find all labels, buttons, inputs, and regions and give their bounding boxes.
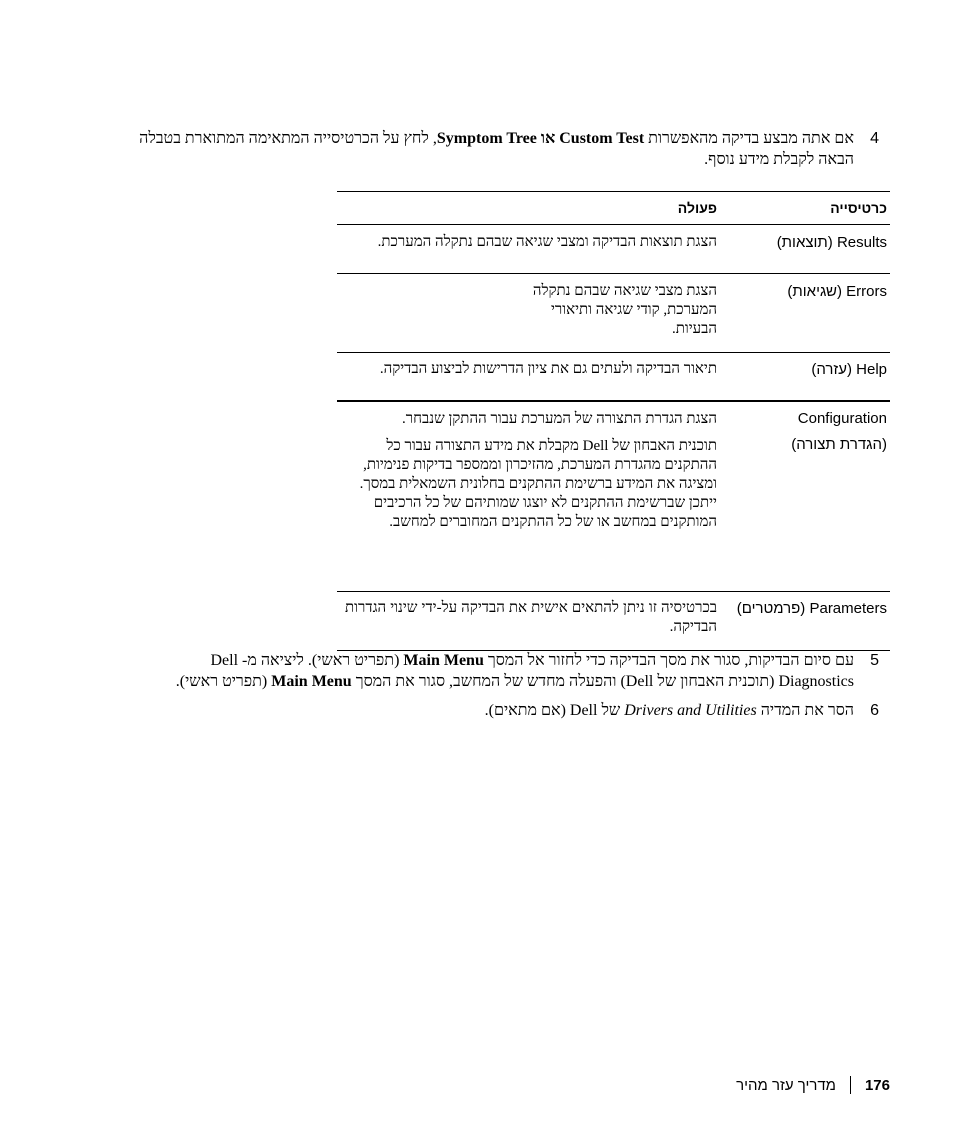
step-text: הסר את המדיה Drivers and Utilities של Dell (אם מתאים).: [484, 702, 854, 719]
main-menu-label: Main Menu: [403, 652, 484, 669]
step-6: [124, 700, 879, 721]
action-cell: הצגת מצבי שגיאה שבהם נתקלה המערכת, קודי שגיאה ותיאורי הבעיות.: [532, 283, 717, 337]
symptom-tree-label: Symptom Tree: [436, 130, 537, 147]
header-feature: כרטיסייה: [830, 200, 887, 216]
action-cell: תיאור הבדיקה ולעתים גם את ציון הדרישות לביצוע הבדיקה.: [379, 361, 717, 377]
custom-test-label: Custom Test: [559, 130, 645, 147]
step-5: [154, 650, 879, 692]
step-text: אם אתה מבצע בדיקה מהאפשרות Custom Test או Symptom Tree, לחץ על הכרטיסייה המתאימה המתוארת בטבלה הבאה לקבלת מידע נוסף.: [139, 130, 854, 168]
main-menu-label: Main Menu: [271, 673, 352, 690]
step-number: 4: [870, 130, 879, 147]
step-number: 5: [870, 652, 879, 669]
action-cell: הצגת תוצאות הבדיקה ומצבי שגיאה שבהם נתקלה המערכת.: [377, 234, 717, 250]
feature-cell-configuration: Configuration (הגדרת תצורה): [791, 409, 887, 453]
table-row: [337, 592, 890, 651]
table-row: [337, 401, 890, 592]
action-cell: הצגת הגדרת התצורה של המערכת עבור ההתקן שנבחר. תוכנית האבחון של Dell מקבלת את מידע התצורה עבור כל ההתקנים מהגדרת המערכת, מהזיכרון וממספר בדיקות פנימיות, ומציגה את המידע ברשימת ההתקנים בחלונית השמאלית במסך. ייתכן שברשימת ההתקנים לא יוצגו שמותיהם של כל הרכיבים המותקנים במחשב או של כל ההתקנים המחוברים למחשב.: [359, 410, 717, 530]
page-number: 176: [864, 1076, 890, 1094]
table-row: [337, 274, 890, 353]
table-row: [337, 353, 890, 401]
media-name: Drivers and Utilities: [624, 702, 757, 719]
table-row: [337, 225, 890, 274]
feature-cell-parameters: Parameters (פרמטרים): [736, 600, 887, 617]
header-action: פעולה: [677, 200, 717, 216]
table-header-row: [337, 192, 890, 225]
page-footer: [736, 1076, 890, 1094]
footer-title: מדריך עזר מהיר: [736, 1076, 836, 1094]
step-4: [130, 128, 879, 170]
step-text: עם סיום הבדיקות, סגור את מסך הבדיקה כדי לחזור אל המסך Main Menu (תפריט ראשי). ליציאה מ- Dell Diagnostics (תוכנית האבחון של Dell) והפעלה מחדש של המחשב, סגור את המסך Main Menu (תפריט ראשי).: [175, 652, 854, 690]
tabs-table: [337, 191, 890, 651]
feature-cell-errors: Errors (שגיאות): [787, 283, 887, 300]
action-cell: בכרטיסיה זו ניתן להתאים אישית את הבדיקה על-ידי שינוי הגדרות הבדיקה.: [345, 600, 717, 635]
footer-divider: [850, 1076, 851, 1094]
step-number: 6: [870, 702, 879, 719]
feature-cell-results: Results (תוצאות): [776, 234, 887, 251]
feature-cell-help: Help (עזרה): [811, 361, 887, 378]
